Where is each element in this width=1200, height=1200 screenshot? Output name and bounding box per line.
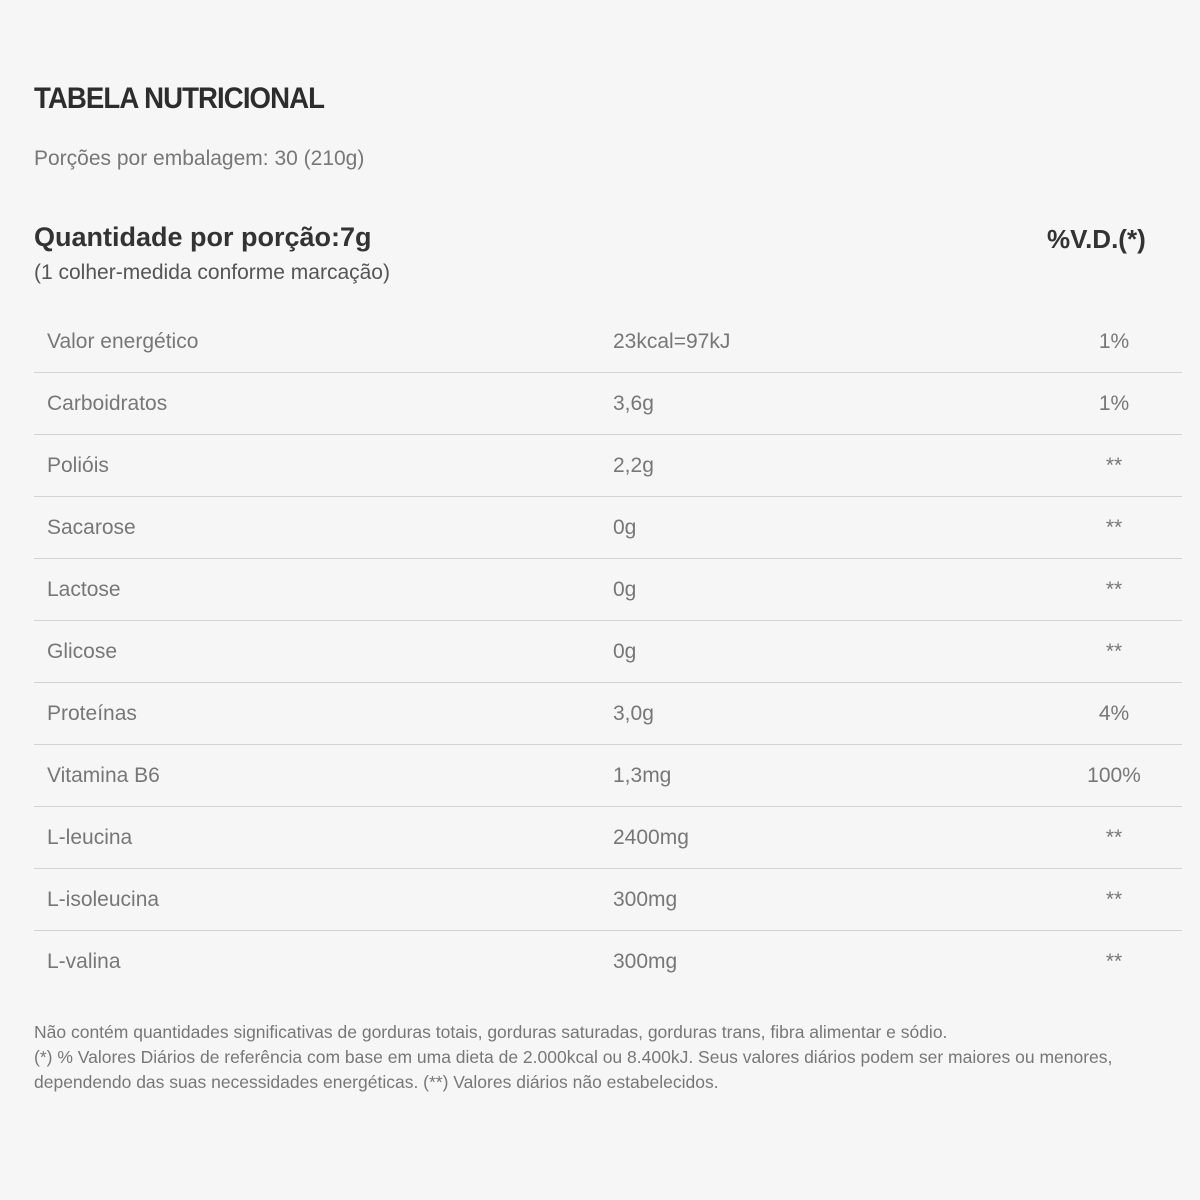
footnote-no-significant: Não contém quantidades significativas de gorduras totais, gorduras saturadas, gorduras trans, fibra alimentar e sódio. bbox=[34, 1022, 948, 1042]
nutrient-daily-value: ** bbox=[1105, 516, 1123, 539]
nutrient-name: Vitamina B6 bbox=[47, 764, 160, 787]
serving-size: Quantidade por porção:7g bbox=[34, 222, 372, 252]
nutrient-amount: 300mg bbox=[613, 950, 678, 973]
nutrient-daily-value: ** bbox=[1105, 950, 1123, 973]
nutrition-table bbox=[34, 311, 1182, 992]
nutrient-name: L-leucina bbox=[47, 826, 133, 849]
nutrient-daily-value: ** bbox=[1105, 454, 1123, 477]
table-row bbox=[34, 559, 1182, 621]
nutrient-amount: 3,0g bbox=[613, 702, 654, 725]
nutrient-name: Valor energético bbox=[47, 330, 199, 353]
table-row bbox=[34, 869, 1182, 931]
table-row bbox=[34, 621, 1182, 683]
nutrient-amount: 23kcal=97kJ bbox=[613, 330, 731, 353]
footnote-daily-values: (*) % Valores Diários de referência com base em uma dieta de 2.000kcal ou 8.400kJ. Seus valores diários podem ser maiores ou menores, dependendo das suas necessidades energéticas. (**) Valores diários não estabelecidos. bbox=[34, 1047, 1113, 1092]
nutrient-name: Polióis bbox=[47, 454, 109, 477]
footnote bbox=[34, 1020, 1170, 1095]
nutrient-amount: 0g bbox=[613, 640, 637, 663]
nutrient-amount: 1,3mg bbox=[613, 764, 672, 787]
nutrient-name: Lactose bbox=[47, 578, 121, 601]
nutrient-amount: 3,6g bbox=[613, 392, 654, 415]
table-row bbox=[34, 745, 1182, 807]
page-title: TABELA NUTRICIONAL bbox=[34, 82, 325, 115]
nutrient-amount: 2,2g bbox=[613, 454, 654, 477]
daily-value-header: %V.D.(*) bbox=[1047, 224, 1146, 254]
table-row bbox=[34, 931, 1182, 992]
nutrient-daily-value: 1% bbox=[1098, 330, 1130, 353]
nutrient-daily-value: ** bbox=[1105, 578, 1123, 601]
nutrient-amount: 2400mg bbox=[613, 826, 689, 849]
table-row bbox=[34, 311, 1182, 373]
table-row bbox=[34, 807, 1182, 869]
nutrient-amount: 0g bbox=[613, 516, 637, 539]
nutrient-daily-value: 1% bbox=[1098, 392, 1130, 415]
nutrient-daily-value: 100% bbox=[1087, 764, 1141, 787]
nutrient-name: Sacarose bbox=[47, 516, 136, 539]
nutrient-amount: 300mg bbox=[613, 888, 678, 911]
nutrient-name: Carboidratos bbox=[47, 392, 168, 415]
nutrient-daily-value: 4% bbox=[1098, 702, 1130, 725]
nutrient-daily-value: ** bbox=[1105, 640, 1123, 663]
table-row bbox=[34, 435, 1182, 497]
nutrient-name: L-valina bbox=[47, 950, 121, 973]
serving-note: (1 colher-medida conforme marcação) bbox=[34, 261, 390, 284]
table-row bbox=[34, 683, 1182, 745]
table-row bbox=[34, 497, 1182, 559]
portions-per-package: Porções por embalagem: 30 (210g) bbox=[34, 147, 365, 170]
nutrient-name: Proteínas bbox=[47, 702, 137, 725]
nutrient-amount: 0g bbox=[613, 578, 637, 601]
nutrient-daily-value: ** bbox=[1105, 826, 1123, 849]
nutrient-daily-value: ** bbox=[1105, 888, 1123, 911]
nutrient-name: Glicose bbox=[47, 640, 118, 663]
nutrient-name: L-isoleucina bbox=[47, 888, 160, 911]
table-row bbox=[34, 373, 1182, 435]
